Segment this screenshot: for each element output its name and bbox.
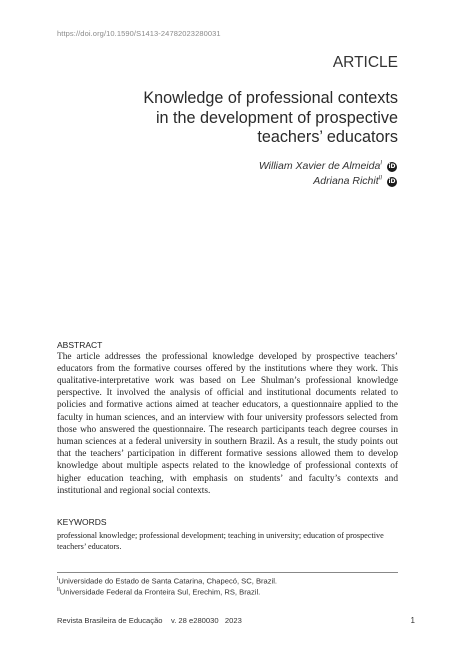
- orcid-icon[interactable]: iD: [388, 178, 396, 185]
- journal-name: Revista Brasileira de Educação: [57, 616, 163, 625]
- author-name: [313, 175, 382, 187]
- journal-year: 2023: [224, 616, 242, 625]
- footnote-marker: I: [57, 576, 59, 582]
- author-affiliation-marker: I: [380, 160, 382, 167]
- author-name-text: Adriana Richit: [313, 175, 379, 187]
- footnote-divider: [57, 572, 398, 573]
- abstract-heading: ABSTRACT: [57, 340, 103, 350]
- page-footer: [57, 616, 242, 625]
- footnote-marker: II: [57, 587, 60, 593]
- article-title: Knowledge of professional contexts in the development of prospective teachers’ educators: [143, 89, 398, 146]
- author-affiliation-marker: II: [378, 175, 382, 182]
- article-type-label: ARTICLE: [332, 54, 398, 71]
- journal-volume: v. 28 e280030: [170, 616, 219, 625]
- keywords-heading: KEYWORDS: [57, 517, 107, 527]
- footnote-text: Universidade Federal da Fronteira Sul, Erechim, RS, Brazil.: [59, 587, 261, 597]
- author-name: [259, 160, 382, 172]
- doi-link[interactable]: https://doi.org/10.1590/S1413-24782023280031: [57, 29, 221, 38]
- author-name-text: William Xavier de Almeida: [258, 160, 381, 172]
- footnote-affiliation: [57, 587, 260, 597]
- footnote-affiliation: [57, 576, 277, 586]
- footnote-text: Universidade do Estado de Santa Catarina, Chapecó, SC, Brazil.: [58, 576, 278, 586]
- page-number: 1: [410, 616, 415, 625]
- orcid-icon[interactable]: iD: [388, 163, 396, 170]
- abstract-text: The article addresses the professional knowledge developed by prospective teachers’ educators from the formative courses offered by the institutions where they work. This qualitative-interpretative work was based on Lee Shulman’s professional knowledge perspective. It involved the analysis of official and institutional documents related to policies and formative actions aimed at teacher educators, a questionnaire applied to the faculty in human sciences, and an interview with four university professors selected from those who answered the questionnaire. The research participants teach degree courses in human sciences at a federal university in southern Brazil. As a result, the study points out that the teachers’ participation in different formative sessions allowed them to develop knowledge about multiple aspects related to the knowledge of professional contexts of higher education teaching, with emphasis on students’ and faculty’s contexts and institutional and regional social contexts.: [57, 351, 398, 496]
- keywords-text: professional knowledge; professional development; teaching in university; education of prospective teachers’ educators.: [57, 531, 384, 552]
